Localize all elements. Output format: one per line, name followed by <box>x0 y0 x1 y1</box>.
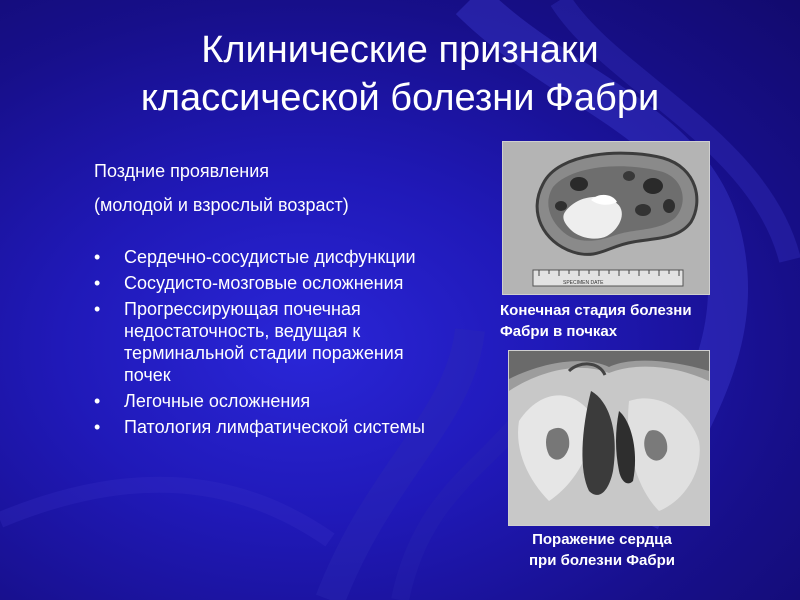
bullet-text: Сердечно-сосудистые дисфункции <box>124 247 416 267</box>
bullet-text: Прогрессирующая почечная недостаточность, ведущая к терминальной стадии поражения почек <box>124 299 404 385</box>
bullet-item <box>94 298 434 386</box>
kidney-caption-line-1: Конечная стадия болезни <box>500 302 692 319</box>
bullet-item <box>94 390 434 412</box>
heart-caption-line-2: при болезни Фабри <box>528 552 676 569</box>
bullet-text: Легочные осложнения <box>124 391 311 411</box>
kidney-specimen-photo <box>502 141 710 295</box>
bullet-icon: • <box>94 417 101 437</box>
slide-title <box>60 26 740 122</box>
bullet-icon: • <box>94 273 101 293</box>
bullet-item <box>94 416 434 438</box>
bullet-icon: • <box>94 247 101 267</box>
heart-photo-caption <box>504 529 700 571</box>
bullet-text: Сосудисто-мозговые осложнения <box>124 273 404 293</box>
bullet-text: Патология лимфатической системы <box>124 417 425 437</box>
bullet-icon: • <box>94 299 101 319</box>
subtitle-line-1: Поздние проявления <box>94 161 270 181</box>
subtitle-line-2: (молодой и взрослый возраст) <box>94 195 349 215</box>
heart-caption-line-1: Поражение сердца <box>532 531 672 548</box>
title-line-2: классической болезни Фабри <box>140 77 660 119</box>
bullet-icon: • <box>94 391 101 411</box>
bullet-item <box>94 272 434 294</box>
subtitle <box>94 154 349 222</box>
heart-specimen-photo <box>508 350 710 526</box>
ruler-label: SPECIMEN DATE <box>563 280 604 286</box>
kidney-caption-line-2: Фабри в почках <box>500 323 618 340</box>
title-line-1: Клинические признаки <box>201 29 599 71</box>
bullet-item <box>94 246 434 268</box>
kidney-photo-caption <box>500 300 740 342</box>
bullet-list <box>94 246 434 442</box>
